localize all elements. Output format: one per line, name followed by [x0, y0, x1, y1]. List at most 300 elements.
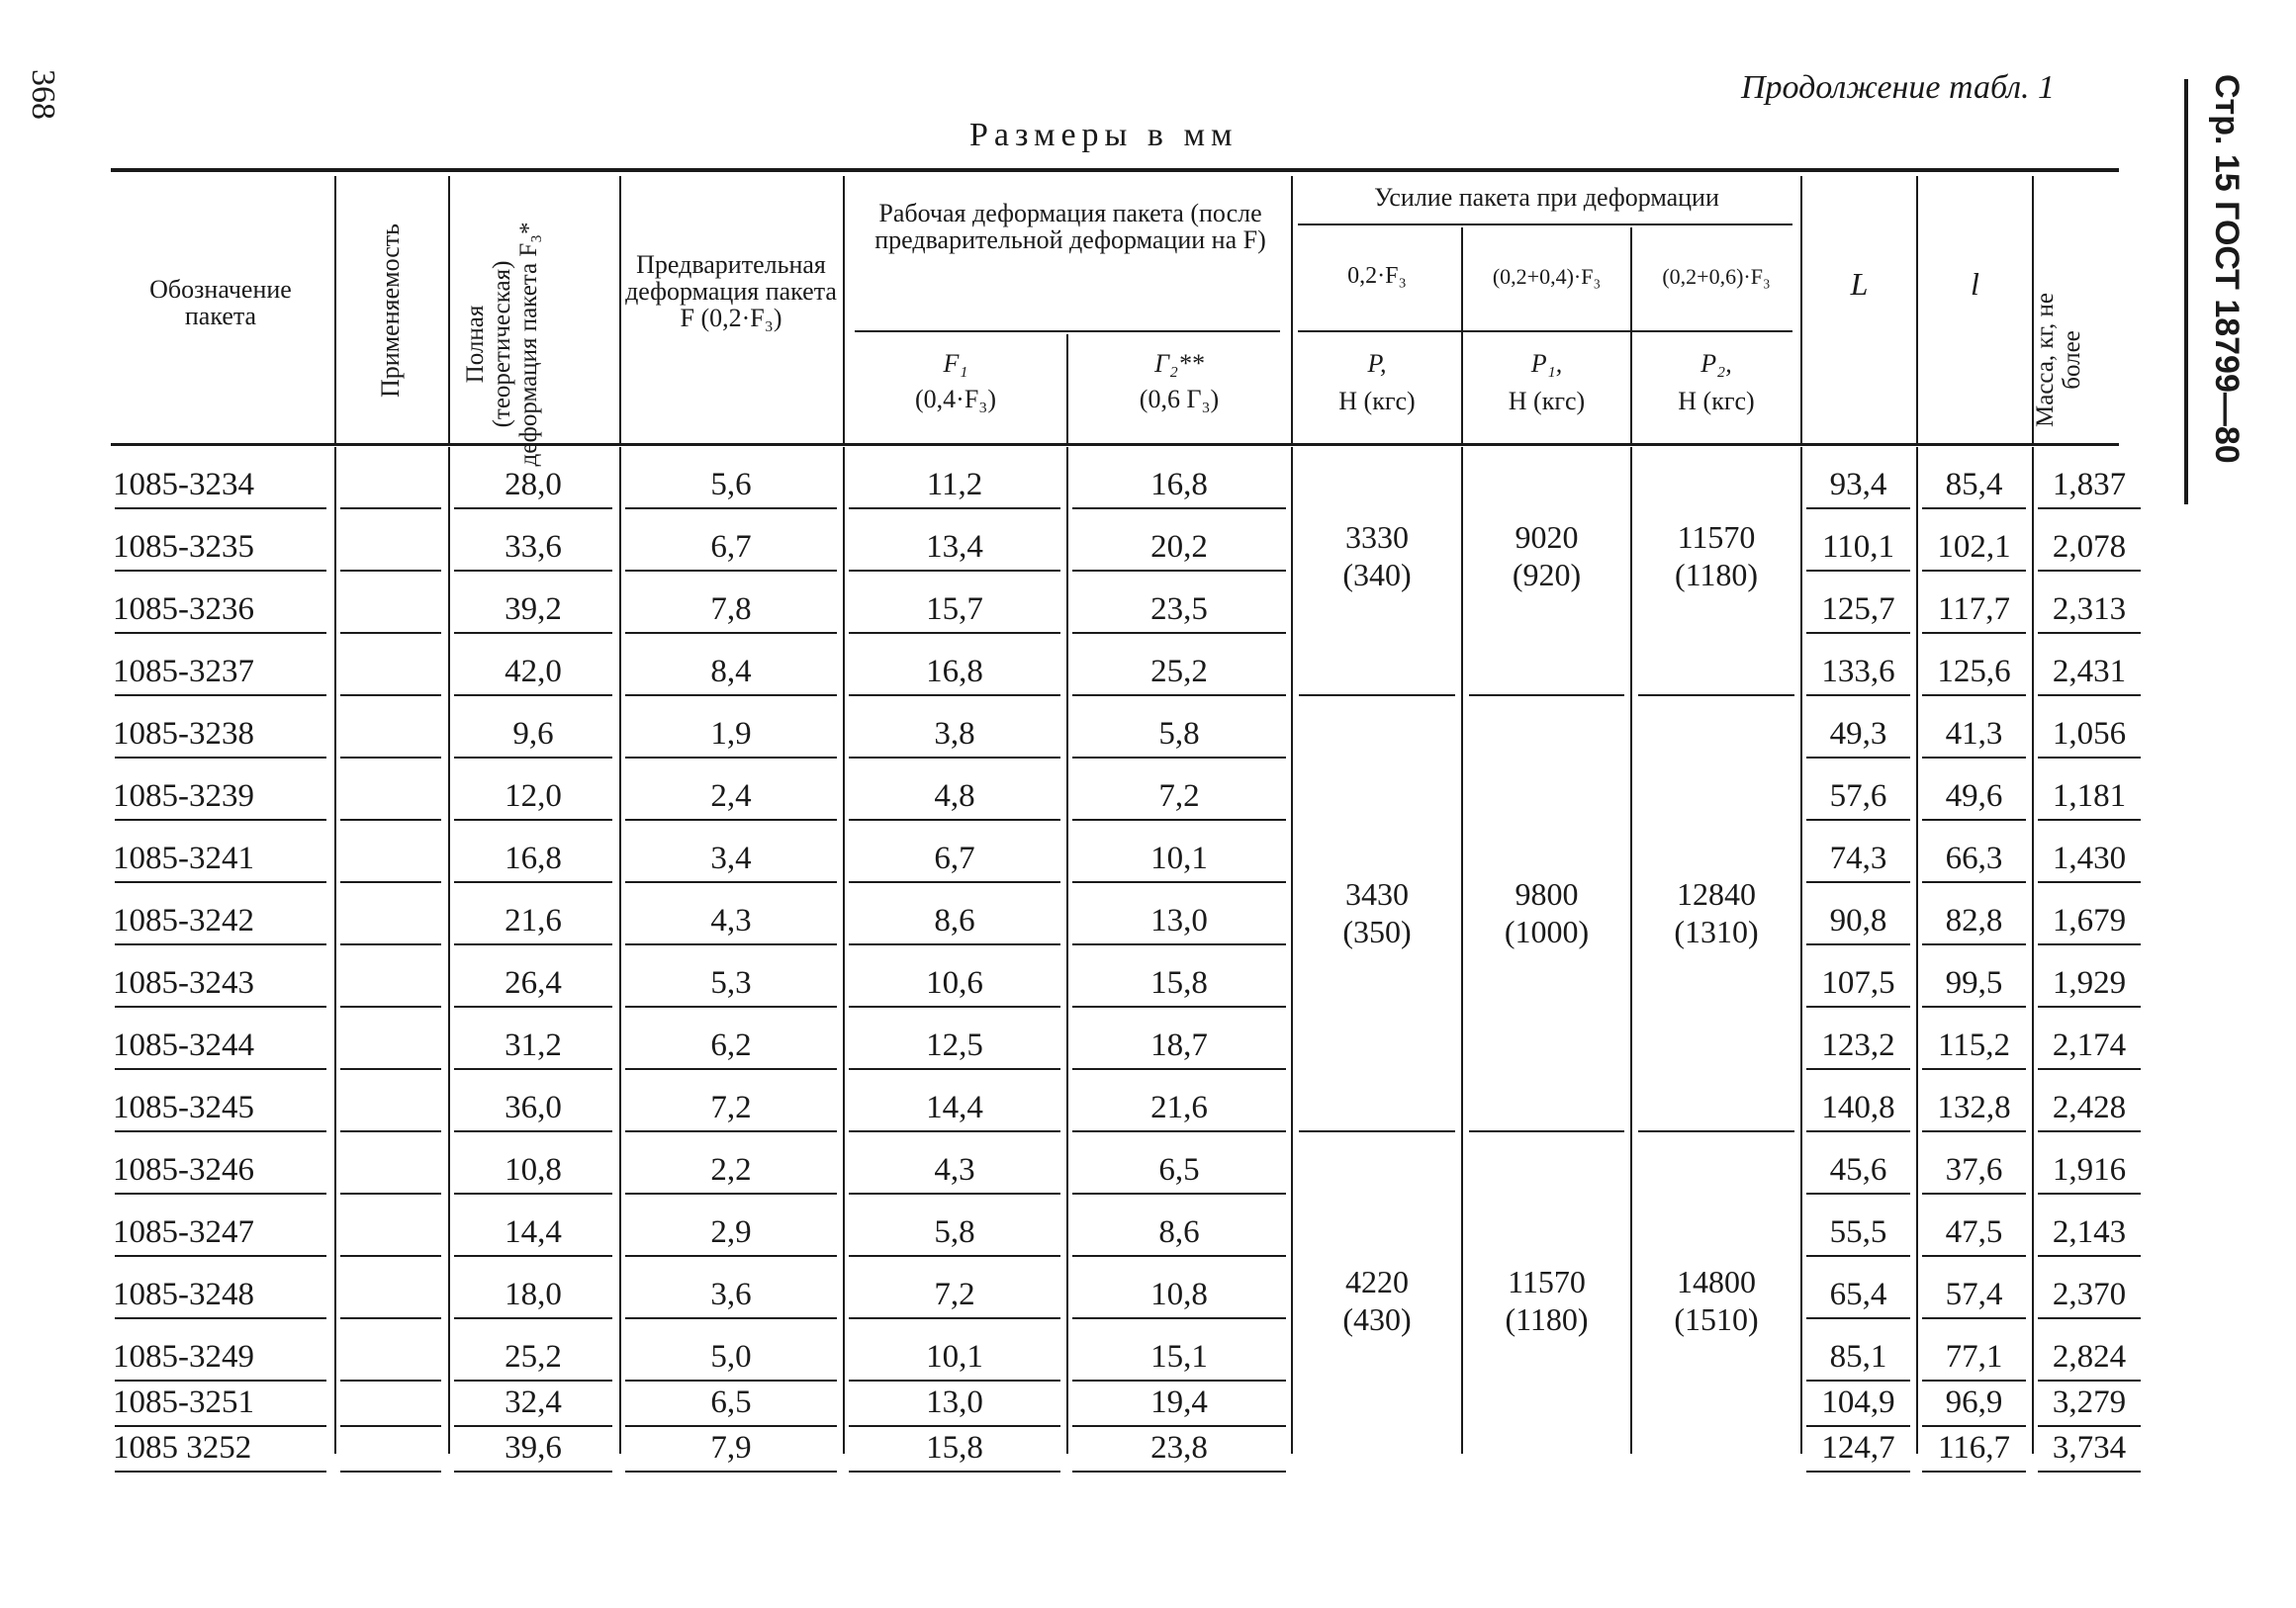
cell-f1 [845, 1257, 1064, 1319]
cell-text: 7,2 [934, 1277, 975, 1312]
cell-text: 5,8 [1158, 716, 1200, 752]
cell-pre [621, 1195, 841, 1257]
cell-pre [621, 509, 841, 572]
cell-mass [2034, 759, 2145, 821]
cell-text: 45,6 [1829, 1152, 1887, 1188]
header-p2: P₂, [1700, 349, 1732, 378]
cell-text: 57,6 [1829, 778, 1887, 814]
cell-underline [454, 1471, 612, 1473]
header-f2-sub: (0,6 Г₃) [1139, 385, 1220, 413]
cell-code [111, 821, 330, 883]
cell-text: 19,4 [1150, 1385, 1208, 1420]
cell-text: 16,8 [1150, 467, 1208, 502]
cell-f2 [1068, 1382, 1290, 1427]
cell-mass [2034, 447, 2145, 509]
cell-text: 8,6 [1158, 1214, 1200, 1250]
cell-code [111, 1070, 330, 1132]
cell-text: 117,7 [1937, 591, 2011, 627]
cell-text: 2,143 [2052, 1214, 2127, 1250]
cell-f2 [1068, 572, 1290, 634]
cell-l [1918, 821, 2030, 883]
cell-mass [2034, 1070, 2145, 1132]
cell-full [450, 1132, 616, 1195]
cell-text: 23,5 [1150, 591, 1208, 627]
cell-text: 1085-3241 [113, 841, 254, 876]
table-row [111, 509, 2127, 572]
cell-text: 1,056 [2052, 716, 2127, 752]
cell-underline [115, 1471, 326, 1473]
table-header [111, 172, 2119, 467]
cell-L [1802, 1257, 1914, 1319]
cell-underline [849, 1471, 1060, 1473]
cell-text: 2,313 [2052, 591, 2127, 627]
cell-mass [2034, 883, 2145, 945]
cell-text: 36,0 [505, 1090, 562, 1125]
header-f1-sub: (0,4·F₃) [915, 385, 996, 413]
cell-pre [621, 1382, 841, 1427]
cell-mass [2034, 945, 2145, 1008]
side-rule [2184, 79, 2188, 504]
header-force-a: 0,2·F₃ [1347, 263, 1407, 289]
cell-f1 [845, 1070, 1064, 1132]
cell-full [450, 447, 616, 509]
cell-text: 10,6 [926, 965, 983, 1001]
cell-text: 2,9 [710, 1214, 752, 1250]
cell-text: 9,6 [512, 716, 554, 752]
cell-text: 12,0 [505, 778, 562, 814]
cell-mass [2034, 1319, 2145, 1382]
cell-applicability [336, 1008, 445, 1070]
cell-text: 13,4 [926, 529, 983, 565]
cell-text: 6,2 [710, 1027, 752, 1063]
cell-code [111, 1319, 330, 1382]
cell-text: 20,2 [1150, 529, 1208, 565]
cell-text: 5,3 [710, 965, 752, 1001]
cell-text: 18,0 [505, 1277, 562, 1312]
cell-text: 2,078 [2052, 529, 2127, 565]
cell-text: 8,6 [934, 903, 975, 938]
cell-f1 [845, 634, 1064, 696]
cell-text: 124,7 [1821, 1430, 1895, 1466]
cell-full [450, 509, 616, 572]
cell-text: 10,1 [926, 1339, 983, 1375]
cell-applicability [336, 821, 445, 883]
cell-full [450, 1070, 616, 1132]
cell-l [1918, 1382, 2030, 1427]
group-divider [1299, 694, 1455, 696]
cell-text: 107,5 [1821, 965, 1895, 1001]
header-p2-unit: Н (кгс) [1678, 387, 1755, 415]
cell-full [450, 883, 616, 945]
table-row [111, 1132, 2127, 1195]
cell-text: 1,929 [2052, 965, 2127, 1001]
cell-f2 [1068, 1427, 1290, 1473]
cell-text: 1085-3251 [113, 1385, 254, 1420]
cell-f1 [845, 1008, 1064, 1070]
cell-text: 6,5 [1158, 1152, 1200, 1188]
cell-text: 2,428 [2052, 1090, 2127, 1125]
cell-L [1802, 945, 1914, 1008]
cell-pre [621, 1132, 841, 1195]
cell-text: 7,8 [710, 591, 752, 627]
cell-text: 1,679 [2052, 903, 2127, 938]
cell-text: 15,7 [926, 591, 983, 627]
cell-text: 1,9 [710, 716, 752, 752]
cell-text: 10,8 [505, 1152, 562, 1188]
table-row [111, 1195, 2127, 1257]
group-divider [1469, 1130, 1624, 1132]
cell-text: 2,174 [2052, 1027, 2127, 1063]
table-row [111, 447, 2127, 509]
table-row [111, 572, 2127, 634]
cell-code [111, 1132, 330, 1195]
cell-text: 7,9 [710, 1430, 752, 1466]
cell-text: 7,2 [1158, 778, 1200, 814]
cell-pre [621, 759, 841, 821]
cell-f2 [1068, 696, 1290, 759]
cell-text: 66,3 [1945, 841, 2003, 876]
cell-f2 [1068, 1319, 1290, 1382]
cell-text: 1,916 [2052, 1152, 2127, 1188]
cell-underline [2038, 1471, 2141, 1473]
cell-f2 [1068, 1070, 1290, 1132]
cell-full [450, 572, 616, 634]
cell-f2 [1068, 447, 1290, 509]
cell-text: 1,430 [2052, 841, 2127, 876]
cell-text: 85,4 [1945, 467, 2003, 502]
units-label: Размеры в мм [969, 117, 1239, 153]
cell-text: 15,1 [1150, 1339, 1208, 1375]
cell-code [111, 1382, 330, 1427]
cell-L [1802, 696, 1914, 759]
cell-text: 1085-3239 [113, 778, 254, 814]
cell-text: 18,7 [1150, 1027, 1208, 1063]
cell-applicability [336, 447, 445, 509]
cell-text: 104,9 [1821, 1385, 1895, 1420]
cell-underline [1922, 1471, 2026, 1473]
force-p2-group: 14800 (1510) [1674, 1264, 1759, 1337]
cell-code [111, 1427, 330, 1473]
cell-f1 [845, 1132, 1064, 1195]
cell-code [111, 447, 330, 509]
cell-L [1802, 1382, 1914, 1427]
cell-L [1802, 634, 1914, 696]
cell-code [111, 572, 330, 634]
cell-code [111, 945, 330, 1008]
cell-f2 [1068, 1132, 1290, 1195]
cell-applicability [336, 759, 445, 821]
cell-pre [621, 883, 841, 945]
cell-applicability [336, 634, 445, 696]
cell-L [1802, 759, 1914, 821]
cell-f1 [845, 1427, 1064, 1473]
cell-full [450, 696, 616, 759]
cell-text: 1085-3246 [113, 1152, 254, 1188]
table-row [111, 821, 2127, 883]
header-working-deformation: Рабочая деформация пакета (после предварительной деформации на F) [874, 199, 1266, 254]
cell-text: 115,2 [1937, 1027, 2011, 1063]
cell-full [450, 945, 616, 1008]
cell-text: 1,837 [2052, 467, 2127, 502]
cell-f1 [845, 1195, 1064, 1257]
group-divider [1638, 694, 1794, 696]
cell-pre [621, 572, 841, 634]
cell-pre [621, 1070, 841, 1132]
cell-text: 3,8 [934, 716, 975, 752]
cell-l [1918, 634, 2030, 696]
cell-applicability [336, 1382, 445, 1427]
cell-L [1802, 1319, 1914, 1382]
cell-text: 13,0 [1150, 903, 1208, 938]
cell-f1 [845, 572, 1064, 634]
cell-text: 1085-3249 [113, 1339, 254, 1375]
header-full-deformation: Полная (теоретическая) деформация пакета F₃* [462, 222, 542, 467]
cell-code [111, 696, 330, 759]
cell-text: 14,4 [926, 1090, 983, 1125]
cell-text: 132,8 [1937, 1090, 2011, 1125]
cell-text: 1085-3237 [113, 654, 254, 689]
cell-text: 99,5 [1945, 965, 2003, 1001]
cell-applicability [336, 509, 445, 572]
cell-text: 23,8 [1150, 1430, 1208, 1466]
cell-applicability [336, 1427, 445, 1473]
cell-text: 7,2 [710, 1090, 752, 1125]
cell-text: 1085-3247 [113, 1214, 254, 1250]
cell-L [1802, 1132, 1914, 1195]
force-p1-group: 11570 (1180) [1505, 1264, 1589, 1337]
cell-f1 [845, 1319, 1064, 1382]
cell-full [450, 1382, 616, 1427]
cell-text: 125,7 [1821, 591, 1895, 627]
group-divider [1299, 1130, 1455, 1132]
cell-code [111, 1008, 330, 1070]
cell-f2 [1068, 1257, 1290, 1319]
cell-text: 1085 3252 [113, 1430, 252, 1466]
cell-code [111, 1257, 330, 1319]
cell-text: 39,2 [505, 591, 562, 627]
cell-L [1802, 447, 1914, 509]
cell-text: 6,7 [710, 529, 752, 565]
cell-text: 85,1 [1829, 1339, 1887, 1375]
cell-f2 [1068, 883, 1290, 945]
cell-l [1918, 1008, 2030, 1070]
cell-code [111, 634, 330, 696]
cell-text: 1085-3245 [113, 1090, 254, 1125]
cell-pre [621, 1319, 841, 1382]
cell-applicability [336, 572, 445, 634]
cell-l [1918, 759, 2030, 821]
cell-full [450, 759, 616, 821]
cell-pre [621, 1008, 841, 1070]
cell-text: 26,4 [505, 965, 562, 1001]
force-p-group: 3430 (350) [1342, 875, 1412, 949]
cell-text: 4,3 [710, 903, 752, 938]
cell-text: 4,3 [934, 1152, 975, 1188]
cell-mass [2034, 634, 2145, 696]
table-row [111, 1257, 2127, 1319]
cell-mass [2034, 509, 2145, 572]
cell-applicability [336, 696, 445, 759]
cell-text: 90,8 [1829, 903, 1887, 938]
cell-mass [2034, 1132, 2145, 1195]
cell-text: 15,8 [926, 1430, 983, 1466]
cell-code [111, 1195, 330, 1257]
cell-l [1918, 1070, 2030, 1132]
header-l: l [1971, 266, 1979, 302]
header-force-b: (0,2+0,4)·F₃ [1492, 264, 1602, 289]
cell-f1 [845, 1382, 1064, 1427]
cell-L [1802, 821, 1914, 883]
cell-l [1918, 1132, 2030, 1195]
cell-mass [2034, 1257, 2145, 1319]
cell-text: 5,8 [934, 1214, 975, 1250]
cell-text: 3,279 [2052, 1385, 2127, 1420]
cell-full [450, 1195, 616, 1257]
cell-f2 [1068, 634, 1290, 696]
table-row [111, 1319, 2127, 1382]
cell-text: 2,431 [2052, 654, 2127, 689]
cell-text: 41,3 [1945, 716, 2003, 752]
cell-text: 1085-3248 [113, 1277, 254, 1312]
force-p1-group: 9020 (920) [1512, 519, 1582, 592]
cell-code [111, 883, 330, 945]
cell-text: 116,7 [1937, 1430, 2011, 1466]
cell-text: 82,8 [1945, 903, 2003, 938]
cell-code [111, 509, 330, 572]
cell-underline [625, 1471, 837, 1473]
cell-full [450, 1427, 616, 1473]
cell-L [1802, 1195, 1914, 1257]
cell-f1 [845, 945, 1064, 1008]
cell-code [111, 759, 330, 821]
cell-text: 28,0 [505, 467, 562, 502]
cell-text: 37,6 [1945, 1152, 2003, 1188]
cell-text: 11,2 [926, 467, 983, 502]
cell-text: 16,8 [505, 841, 562, 876]
cell-l [1918, 696, 2030, 759]
cell-mass [2034, 821, 2145, 883]
cell-L [1802, 572, 1914, 634]
cell-text: 12,5 [926, 1027, 983, 1063]
cell-L [1802, 883, 1914, 945]
cell-text: 1085-3238 [113, 716, 254, 752]
cell-f1 [845, 447, 1064, 509]
cell-text: 1085-3236 [113, 591, 254, 627]
cell-pre [621, 1427, 841, 1473]
table-row [111, 634, 2127, 696]
cell-mass [2034, 1382, 2145, 1427]
cell-text: 21,6 [1150, 1090, 1208, 1125]
cell-text: 47,5 [1945, 1214, 2003, 1250]
cell-text: 102,1 [1937, 529, 2011, 565]
cell-text: 6,7 [934, 841, 975, 876]
cell-l [1918, 1319, 2030, 1382]
table-row [111, 1382, 2127, 1427]
group-divider [1638, 1130, 1794, 1132]
side-header [2204, 74, 2248, 529]
force-p2-group: 12840 (1310) [1674, 875, 1759, 949]
table-row [111, 883, 2127, 945]
cell-text: 1,181 [2052, 778, 2127, 814]
header-pre-deformation: Предварительная деформация пакета F (0,2·F₃) [625, 250, 837, 332]
cell-pre [621, 945, 841, 1008]
cell-L [1802, 1070, 1914, 1132]
table-row [111, 696, 2127, 759]
cell-text: 3,4 [710, 841, 752, 876]
cell-text: 16,8 [926, 654, 983, 689]
cell-mass [2034, 572, 2145, 634]
cell-full [450, 1008, 616, 1070]
cell-text: 32,4 [505, 1385, 562, 1420]
cell-text: 2,824 [2052, 1339, 2127, 1375]
cell-text: 49,3 [1829, 716, 1887, 752]
cell-text: 6,5 [710, 1385, 752, 1420]
cell-text: 3,6 [710, 1277, 752, 1312]
cell-applicability [336, 883, 445, 945]
cell-text: 13,0 [926, 1385, 983, 1420]
cell-text: 74,3 [1829, 841, 1887, 876]
cell-text: 77,1 [1945, 1339, 2003, 1375]
cell-text: 31,2 [505, 1027, 562, 1063]
cell-full [450, 634, 616, 696]
table-row [111, 1070, 2127, 1132]
cell-f1 [845, 696, 1064, 759]
cell-text: 133,6 [1821, 654, 1895, 689]
header-designation: Обозначение пакета [149, 275, 292, 330]
cell-text: 39,6 [505, 1430, 562, 1466]
force-p-group: 4220 (430) [1342, 1264, 1412, 1337]
header-p: P, [1367, 349, 1387, 378]
cell-text: 2,370 [2052, 1277, 2127, 1312]
force-p-group: 3330 (340) [1342, 519, 1412, 592]
cell-l [1918, 447, 2030, 509]
side-header-text: Стр. 15 ГОСТ 18799—80 [2208, 74, 2246, 464]
cell-text: 15,8 [1150, 965, 1208, 1001]
header-p-unit: Н (кгс) [1338, 387, 1416, 415]
cell-f2 [1068, 759, 1290, 821]
cell-text: 123,2 [1821, 1027, 1895, 1063]
cell-text: 21,6 [505, 903, 562, 938]
cell-text: 1085-3235 [113, 529, 254, 565]
header-p1: P₁, [1530, 349, 1563, 378]
cell-pre [621, 696, 841, 759]
header-f1: F₁ [943, 349, 968, 378]
cell-applicability [336, 1257, 445, 1319]
cell-text: 10,8 [1150, 1277, 1208, 1312]
table-row [111, 1427, 2127, 1473]
cell-text: 49,6 [1945, 778, 2003, 814]
cell-text: 1085-3244 [113, 1027, 254, 1063]
table-row [111, 759, 2127, 821]
cell-text: 10,1 [1150, 841, 1208, 876]
cell-text: 3,734 [2052, 1430, 2127, 1466]
cell-text: 110,1 [1821, 529, 1895, 565]
cell-text: 4,8 [934, 778, 975, 814]
cell-text: 2,4 [710, 778, 752, 814]
cell-l [1918, 509, 2030, 572]
cell-applicability [336, 1132, 445, 1195]
header-f2: Г₂** [1154, 349, 1204, 378]
cell-text: 1085-3242 [113, 903, 254, 938]
cell-text: 5,6 [710, 467, 752, 502]
cell-underline [1806, 1471, 1910, 1473]
cell-applicability [336, 1070, 445, 1132]
cell-f1 [845, 759, 1064, 821]
cell-text: 96,9 [1945, 1385, 2003, 1420]
cell-l [1918, 1195, 2030, 1257]
cell-mass [2034, 1427, 2145, 1473]
header-mass: Масса, кг, не более [2032, 293, 2085, 427]
